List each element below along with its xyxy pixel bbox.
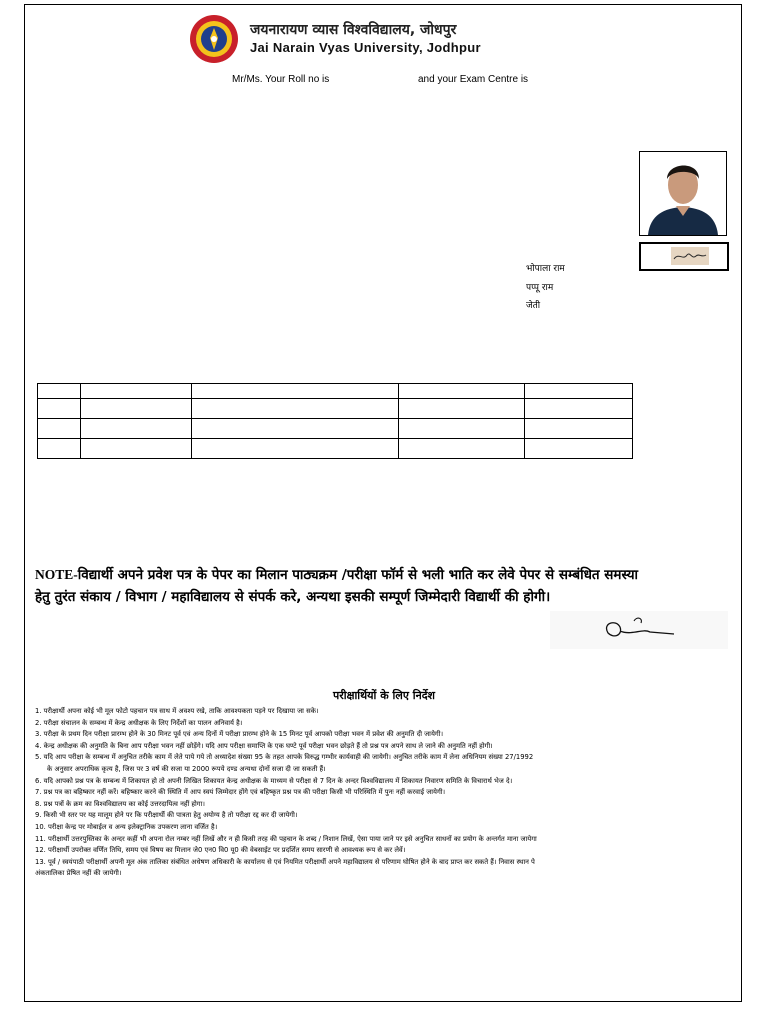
- candidate-signature: [639, 242, 729, 271]
- instruction-item-continuation: अंकतालिका प्रेषित नहीं की जायेगी।: [35, 869, 122, 878]
- table-cell: [191, 384, 399, 399]
- instruction-item: 9. किसी भी स्तर पर यह मालूम होने पर कि परीक्षार्थी की पात्रता हेतु अयोग्य है तो परीक्षा रद्द कर दी जायेगी।: [35, 811, 298, 820]
- table-cell: [399, 419, 525, 439]
- candidate-category: जेती: [526, 301, 541, 311]
- instruction-item: 6. यदि आपको प्रश्न पत्र के सम्बन्ध में शिकायत हो तो अपनी लिखित शिकायत केन्द्र अधीक्षक के माध्यम से परीक्षा से 7 दिन के अन्दर विश्वविद्यालय में शिकायत निवारण समिति के विचारार्थ भेज दे।: [35, 776, 513, 785]
- instruction-item: 11. परीक्षार्थी उत्तरपुस्तिका के अन्दर कहीं भी अपना रोल नम्बर नहीं लिखें और न ही किसी तरह की पहचान के शब्द / निशान लिखें, ऐसा पाया जाने पर इसे अनुचित साधनों का प्रयोग के अन्तर्गत माना जायेगा: [35, 834, 537, 843]
- instruction-item: 10. परीक्षा केन्द्र पर मोबाईल व अन्य इलेक्ट्रानिक उपकरण लाना वर्जित है।: [35, 822, 218, 831]
- instruction-item: 1. परीक्षार्थी अपना कोई भी मूल फोटो पहचान पत्र साथ में अवश्य रखे, ताकि आवश्यकता पड़ने पर दिखाया जा सके।: [35, 707, 319, 715]
- authority-signature-scribble: [550, 611, 728, 649]
- table-row: [38, 384, 633, 399]
- table-cell: [399, 439, 525, 459]
- table-cell: [399, 384, 525, 399]
- table-cell: [191, 439, 399, 459]
- instruction-item-continuation: के अनुसार अपराधिक कृत्य है, जिस पर 3 वर्ष की सजा या 2000 रूपये दण्ड अन्यथा दोनों सजा दी जा सकती हैं।: [47, 764, 326, 773]
- university-logo: [189, 14, 239, 64]
- instruction-item: 3. परीक्षा के प्रथम दिन परीक्षा प्रारम्भ होने के 30 मिनट पूर्व एवं अन्य दिनों में परीक्षा प्रारम्भ होने के 15 मिनट पूर्व आपको परीक्षा भवन में प्रवेश की अनुमति दी जायेगी।: [35, 730, 444, 739]
- table-cell: [38, 419, 81, 439]
- table-cell: [80, 439, 191, 459]
- exam-schedule-table: [37, 383, 633, 459]
- table-row: [38, 419, 633, 439]
- roll-number-label: Mr/Ms. Your Roll no is: [232, 74, 330, 85]
- note-paragraph: [35, 564, 645, 608]
- instructions-list: [35, 706, 735, 880]
- instruction-item: 7. प्रश्न पत्र का बहिष्कार नहीं करें। बहिष्कार करने की स्थिति में आप स्वयं जिम्मेदार होंगे एवं बहिष्कृत प्रश्न पत्र की परीक्षा किसी भी परिस्थिति में पुनः नहीं करवाई जायेगी।: [35, 788, 446, 797]
- table-cell: [191, 419, 399, 439]
- table-cell: [80, 419, 191, 439]
- university-name-hindi: जयनारायण व्यास विश्वविद्यालय, जोधपुर: [250, 22, 457, 38]
- table-cell: [525, 419, 633, 439]
- exam-centre-label: and your Exam Centre is: [418, 74, 529, 85]
- table-cell: [525, 399, 633, 419]
- instruction-item: 2. परीक्षा संचालन के सम्बन्ध में केन्द्र अधीक्षक के लिए निर्देशों का पालन अनिवार्य है।: [35, 718, 243, 727]
- table-cell: [525, 384, 633, 399]
- table-cell: [525, 439, 633, 459]
- candidate-photo-image: [640, 152, 726, 235]
- signature-image: [671, 247, 709, 265]
- instruction-item: 12. परीक्षार्थी उपरोक्त वर्णित तिथि, समय एवं विषय का मिलान जे0 एन0 वि0 यू0 की वेबसाईट पर प्रदर्शित समय सारणी से आवश्यक रूप से कर लेवें।: [35, 846, 406, 855]
- instruction-item: 4. केन्द्र अधीक्षक की अनुमति के बिना आप परीक्षा भवन नहीं छोड़ेंगे। यदि आप परीक्षा समाप्ति के एक घण्टे पूर्व परीक्षा भवन छोड़ते हैं तो प्रश्न पत्र अपने साथ ले जाने की अनुमति नहीं होगी।: [35, 741, 493, 750]
- university-name-english: Jai Narain Vyas University, Jodhpur: [250, 40, 481, 55]
- table-cell: [191, 399, 399, 419]
- father-name: भोपाला राम: [526, 264, 565, 274]
- table-cell: [80, 384, 191, 399]
- table-cell: [38, 399, 81, 419]
- instruction-item: 5. यदि आप परीक्षा के सम्बन्ध में अनुचित तरीके काम में लेते पाये गये तो अध्यादेश संख्या 95 के तहत आपके विरुद्ध गम्भीर कार्यवाही की जायेगी। अनुचित तरीके काम में लेना अधिनियम संख्या 27/1992: [35, 753, 534, 762]
- note-label: NOTE-: [35, 567, 78, 582]
- mother-name: पप्पू राम: [526, 283, 554, 293]
- instructions-title: परीक्षार्थियों के लिए निर्देश: [332, 689, 436, 702]
- signature-scribble: [671, 247, 709, 265]
- table-row: [38, 439, 633, 459]
- table-cell: [38, 384, 81, 399]
- table-cell: [399, 399, 525, 419]
- instruction-item: 8. प्रश्न पत्रों के क्रम का विश्वविद्यालय का कोई उत्तरदायित्व नहीं होगा।: [35, 799, 205, 808]
- table-cell: [38, 439, 81, 459]
- table-cell: [80, 399, 191, 419]
- authority-signature: [550, 611, 728, 649]
- table-row: [38, 399, 633, 419]
- note-text: विद्यार्थी अपने प्रवेश पत्र के पेपर का मिलान पाठ्यक्रम /परीक्षा फॉर्म से भली भाति कर लेवे पेपर से सम्बंधित समस्या हेतु तुरंत संकाय / विभाग / महाविद्यालय से संपर्क करे, अन्यथा इसकी सम्पूर्ण जिम्मेदारी विद्यार्थी की होगी।: [35, 567, 639, 605]
- candidate-photo: [639, 151, 727, 236]
- instruction-item: 13. पूर्व / स्वयंपाठी परीक्षार्थी अपनी मूल अंक तालिका संबंधित अधेषण अधिकारी के कार्यालय से एवं नियमित परीक्षार्थी अपने महाविद्यालय से परिणाम घोषित होने के बाद प्राप्त कर सकते हैं। निवास स्थान पे: [35, 857, 535, 866]
